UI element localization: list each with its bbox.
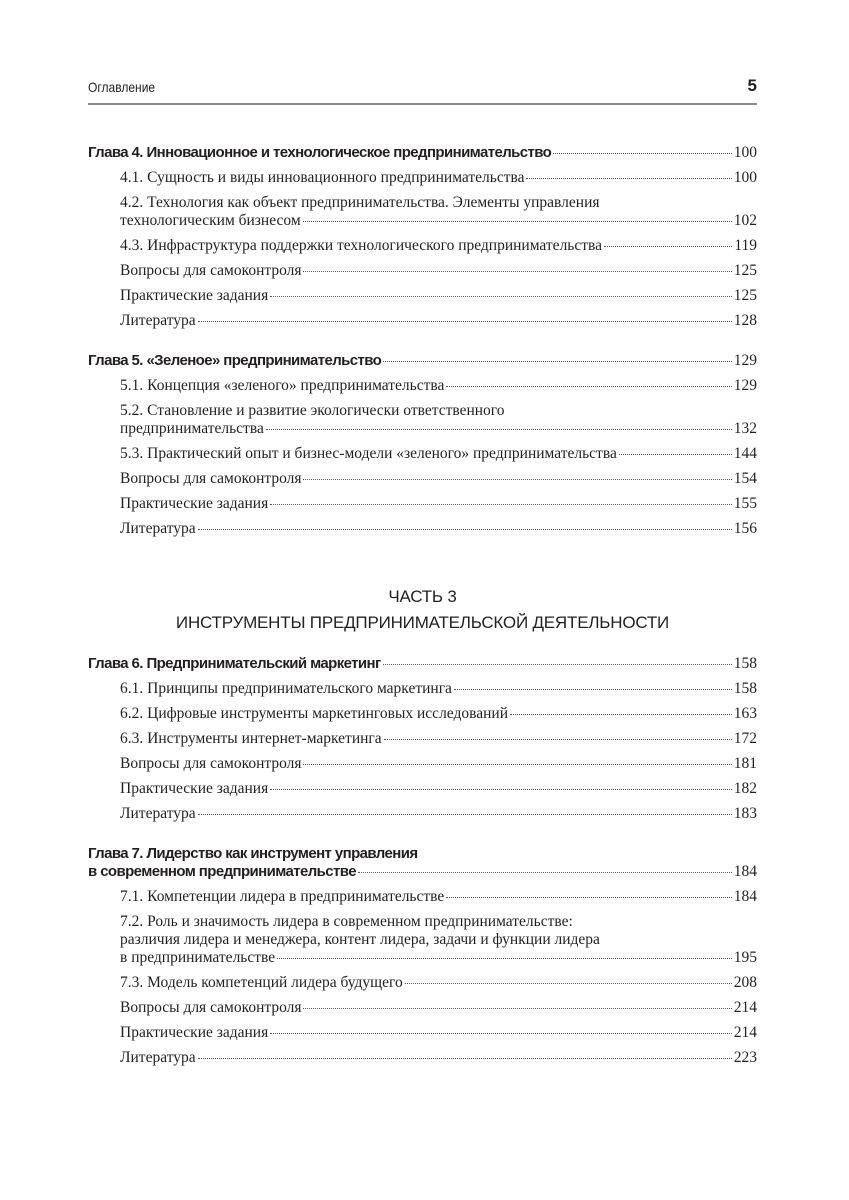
toc-entry-line [120, 470, 757, 488]
dot-leader [198, 1058, 732, 1059]
toc-entry-line [120, 1049, 757, 1067]
toc-chapter [88, 655, 757, 823]
page-number: 5 [747, 76, 757, 95]
toc-entry-line [120, 949, 757, 967]
toc-entry-text: Литература [120, 805, 196, 822]
toc-entry-text: Вопросы для самоконтроля [120, 755, 302, 772]
toc-entry-text: 4.2. Технология как объект предпринимательства. Элементы управления [120, 194, 600, 211]
toc-page-number: 156 [733, 520, 757, 537]
toc-page-number: 208 [733, 974, 757, 991]
toc-page-number: 181 [733, 755, 757, 772]
toc-entry-line [120, 420, 757, 438]
table-of-contents [88, 137, 757, 1067]
dot-leader [303, 479, 731, 480]
dot-leader [383, 664, 732, 665]
dot-leader [303, 1008, 731, 1009]
toc-entry-line [120, 445, 757, 463]
toc-entry-text: 4.3. Инфраструктура поддержки технологического предпринимательства [120, 237, 603, 254]
toc-entry-text: 5.3. Практический опыт и бизнес-модели «зеленого» предпринимательства [120, 445, 617, 462]
toc-page-number: 158 [733, 680, 757, 697]
toc-entry-line [120, 730, 757, 748]
toc-page-number: 183 [733, 805, 757, 822]
toc-page-number: 129 [733, 377, 757, 394]
toc-entry-line [120, 755, 757, 773]
toc-entry-text: Практические задания [120, 287, 269, 304]
toc-entry[interactable] [88, 169, 757, 187]
toc-entry-text: 4.1. Сущность и виды инновационного предпринимательства [120, 169, 525, 186]
toc-page-number: 182 [733, 780, 757, 797]
toc-chapter [88, 845, 757, 1067]
dot-leader [198, 321, 732, 322]
toc-entry-line [120, 377, 757, 395]
toc-page-number: 154 [733, 470, 757, 487]
dot-leader [553, 153, 732, 154]
toc-entry-text: 5.1. Концепция «зеленого» предпринимательства [120, 377, 445, 394]
toc-entry[interactable] [88, 194, 757, 230]
toc-entry-text: Вопросы для самоконтроля [120, 262, 302, 279]
toc-page-number: 163 [733, 705, 757, 722]
toc-entry-line [88, 144, 757, 162]
toc-entry[interactable] [88, 755, 757, 773]
running-header [88, 76, 757, 105]
toc-page-number: 100 [733, 144, 757, 161]
toc-entry-text: различия лидера и менеджера, контент лидера, задачи и функции лидера [120, 931, 600, 948]
dot-leader [270, 296, 732, 297]
dot-leader [526, 178, 731, 179]
toc-entry-text: предпринимательства [120, 420, 264, 437]
toc-entry-line [120, 520, 757, 538]
toc-entry[interactable] [88, 1024, 757, 1042]
dot-leader [358, 872, 732, 873]
toc-entry-line [120, 780, 757, 798]
toc-entry-text: 6.2. Цифровые инструменты маркетинговых исследований [120, 705, 508, 722]
toc-page-number: 132 [733, 420, 757, 437]
toc-entry-text: 7.2. Роль и значимость лидера в современном предпринимательстве: [120, 913, 573, 930]
toc-entry-line [120, 312, 757, 330]
toc-entry[interactable] [88, 780, 757, 798]
toc-entry-line [88, 863, 757, 881]
toc-entry[interactable] [88, 805, 757, 823]
toc-entry-line [120, 705, 757, 723]
toc-entry[interactable] [88, 913, 757, 967]
part-number: ЧАСТЬ 3 [388, 587, 457, 606]
dot-leader [303, 221, 732, 222]
toc-entry-text: Практические задания [120, 495, 269, 512]
dot-leader [510, 714, 732, 715]
toc-chapter [88, 352, 757, 538]
toc-page-number: 184 [733, 888, 757, 905]
toc-page-number: 125 [733, 262, 757, 279]
toc-entry[interactable] [88, 520, 757, 538]
toc-entry-line [120, 169, 757, 187]
toc-entry-text: Практические задания [120, 1024, 269, 1041]
toc-entry-text: 6.1. Принципы предпринимательского маркетинга [120, 680, 452, 697]
dot-leader [270, 789, 732, 790]
toc-chapter-title[interactable] [88, 845, 757, 881]
toc-entry-text: Глава 4. Инновационное и технологическое предпринимательство [88, 144, 552, 161]
toc-entry-text: технологическим бизнесом [120, 212, 301, 229]
toc-chapter-title[interactable] [88, 144, 757, 162]
toc-entry-line [120, 287, 757, 305]
dot-leader [198, 814, 732, 815]
toc-entry-line [120, 495, 757, 513]
toc-entry-text: Вопросы для самоконтроля [120, 470, 302, 487]
dot-leader [446, 386, 731, 387]
toc-entry-line [88, 655, 757, 673]
toc-entry-text: 7.1. Компетенции лидера в предпринимательстве [120, 888, 445, 905]
toc-entry[interactable] [88, 287, 757, 305]
toc-entry-text: Литература [120, 1049, 196, 1066]
toc-entry[interactable] [88, 680, 757, 698]
toc-entry-text: Вопросы для самоконтроля [120, 999, 302, 1016]
toc-entry-text: Глава 5. «Зеленое» предпринимательство [88, 352, 382, 369]
toc-entry[interactable] [88, 402, 757, 438]
toc-entry[interactable] [88, 1049, 757, 1067]
toc-entry[interactable] [88, 495, 757, 513]
toc-entry[interactable] [88, 262, 757, 280]
toc-page-number: 102 [733, 212, 757, 229]
toc-page-number: 128 [733, 312, 757, 329]
toc-entry-text: 7.3. Модель компетенций лидера будущего [120, 974, 403, 991]
toc-page-number: 214 [733, 1024, 757, 1041]
toc-entry-line [120, 1024, 757, 1042]
toc-entry-text: Литература [120, 312, 196, 329]
toc-chapter [88, 144, 757, 330]
toc-entry-text: Глава 7. Лидерство как инструмент управления [88, 845, 418, 862]
dot-leader [446, 897, 731, 898]
toc-entry[interactable] [88, 999, 757, 1017]
toc-entry-line [120, 999, 757, 1017]
dot-leader [384, 739, 732, 740]
toc-page-number: 158 [733, 655, 757, 672]
dot-leader [604, 246, 732, 247]
dot-leader [266, 429, 732, 430]
toc-entry-text: Практические задания [120, 780, 269, 797]
toc-page-number: 184 [733, 863, 757, 880]
toc-entry-text: в современном предпринимательстве [88, 863, 356, 880]
toc-page-number: 195 [733, 949, 757, 966]
toc-entry-line [120, 262, 757, 280]
toc-entry[interactable] [88, 470, 757, 488]
toc-page-number: 129 [733, 352, 757, 369]
running-header-title: Оглавление [88, 79, 156, 95]
toc-entry-text: Глава 6. Предпринимательский маркетинг [88, 655, 381, 672]
toc-entry[interactable] [88, 730, 757, 748]
toc-page-number: 125 [733, 287, 757, 304]
toc-page-number: 223 [733, 1049, 757, 1066]
toc-entry-line [120, 974, 757, 992]
toc-page-number: 119 [734, 237, 757, 254]
dot-leader [383, 361, 732, 362]
dot-leader [277, 958, 732, 959]
toc-page-number: 172 [733, 730, 757, 747]
toc-entry[interactable] [88, 445, 757, 463]
toc-entry-text: Литература [120, 520, 196, 537]
dot-leader [303, 764, 731, 765]
toc-entry-text: 5.2. Становление и развитие экологически ответственного [120, 402, 505, 419]
toc-entry[interactable] [88, 312, 757, 330]
toc-chapter-title[interactable] [88, 655, 757, 673]
dot-leader [198, 529, 732, 530]
toc-page-number: 214 [733, 999, 757, 1016]
toc-chapter-title[interactable] [88, 352, 757, 370]
toc-entry-text: 6.3. Инструменты интернет-маркетинга [120, 730, 382, 747]
dot-leader [270, 1033, 732, 1034]
dot-leader [270, 504, 732, 505]
toc-entry[interactable] [88, 705, 757, 723]
toc-entry-line [120, 805, 757, 823]
toc-page-number: 100 [733, 169, 757, 186]
toc-entry[interactable] [88, 237, 757, 255]
toc-page-number: 155 [733, 495, 757, 512]
dot-leader [303, 271, 731, 272]
toc-entry[interactable] [88, 888, 757, 906]
toc-entry-line [120, 888, 757, 906]
part-title: ИНСТРУМЕНТЫ ПРЕДПРИНИМАТЕЛЬСКОЙ ДЕЯТЕЛЬНОСТИ [175, 613, 670, 632]
dot-leader [619, 454, 732, 455]
toc-entry[interactable] [88, 974, 757, 992]
toc-entry-line [120, 212, 757, 230]
part-heading [88, 584, 757, 636]
toc-entry[interactable] [88, 377, 757, 395]
dot-leader [454, 689, 732, 690]
dot-leader [405, 983, 732, 984]
toc-entry-line [120, 237, 757, 255]
toc-entry-line [120, 680, 757, 698]
toc-entry-line [88, 352, 757, 370]
toc-page-number: 144 [733, 445, 757, 462]
toc-entry-text: в предпринимательстве [120, 949, 276, 966]
